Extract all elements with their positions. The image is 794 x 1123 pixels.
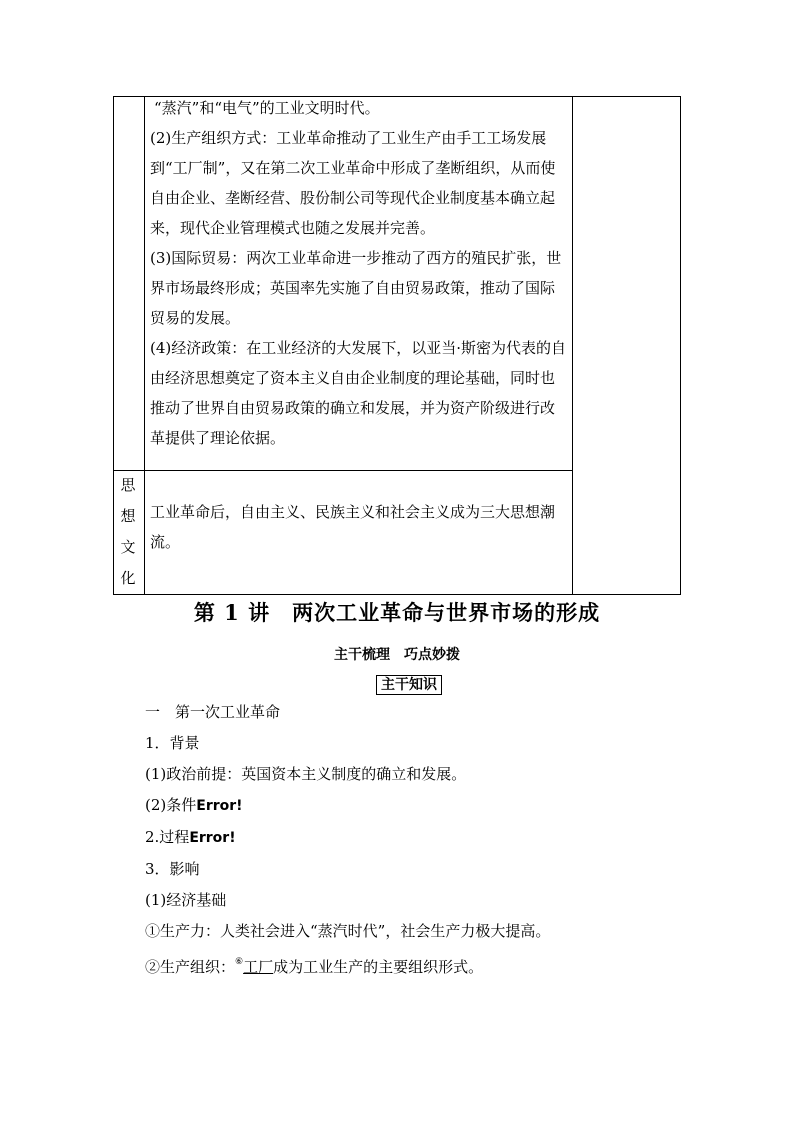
line-prefix: 2.过程 [145,828,190,846]
line-prefix: ②生产组织： [145,958,236,976]
table-paragraph: (2)生产组织方式：工业革命推动了工业生产由手工工场发展到“工厂制”，又在第二次工业革命中形成了垄断组织，从而使自由企业、垄断经营、股份制公司等现代企业制度基本确立起来，现代企业管理模式也随之发展并完善。 [150,129,556,237]
body-line: ①生产力：人类社会进入“蒸汽时代”，社会生产力极大提高。 [145,922,551,940]
row-label-char: 文 [120,538,136,556]
table-divider [572,97,573,594]
table-paragraph: 工业革命后，自由主义、民族主义和社会主义成为三大思想潮流。 [150,503,556,551]
row-label [113,470,143,595]
lecture-title: 第 1 讲 两次工业革命与世界市场的形成 [193,600,601,625]
table-divider [144,97,145,594]
body-line: (1)经济基础 [145,891,227,909]
body-line: 3．影响 [145,860,200,878]
table-paragraph: (4)经济政策：在工业经济的大发展下，以亚当·斯密为代表的自由经济思想奠定了资本主义自由企业制度的理论基础，同时也推动了世界自由贸易政策的确立和发展，并为资产阶级进行改革提供了理论依据。 [150,339,567,447]
error-text: Error! [196,798,243,814]
line-suffix: 成为工业生产的主要组织形式。 [273,958,484,976]
row-label-char: 想 [120,507,136,525]
table-top-cell [150,93,568,453]
section-subtitle: 主干梳理 巧点妙拨 [334,647,460,663]
error-text: Error! [189,830,236,846]
heading-line: 一 第一次工业革命 [145,703,281,721]
table-divider [114,470,572,471]
row-label-char: 思 [120,476,136,494]
row-label-char: 化 [120,569,136,587]
blank-number-mark: ⑥ [235,957,244,967]
body-line: (1)政治前提：英国资本主义制度的确立和发展。 [145,765,467,783]
body-line [145,947,685,983]
body-line [145,822,685,854]
body-line: 1．背景 [145,734,200,752]
line-prefix: (2)条件 [145,796,197,814]
table-paragraph: (3)国际贸易：两次工业革命进一步推动了西方的殖民扩张，世界市场最终形成；英国率先实施了自由贸易政策，推动了国际贸易的发展。 [150,249,562,327]
fill-blank-answer: 工厂 [243,958,274,976]
body-line [145,790,685,822]
table-bottom-cell [150,497,568,557]
main-body [145,697,685,983]
section-box-label: 主干知识 [376,675,442,695]
table-line: “蒸汽”和“电气”的工业文明时代。 [154,99,380,117]
